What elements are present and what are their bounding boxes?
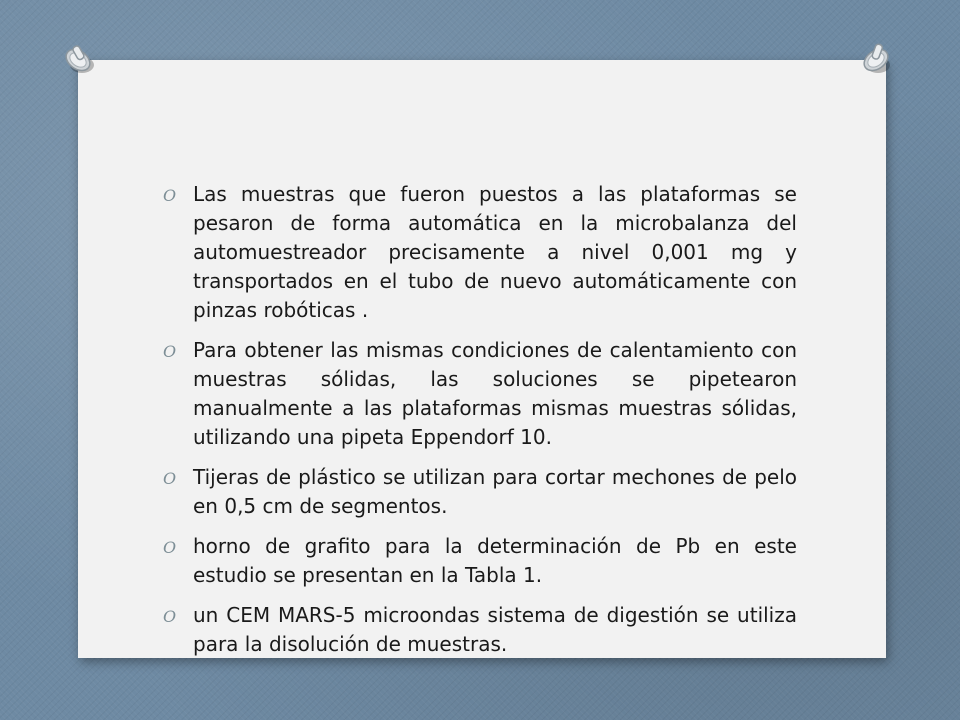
bullet-list xyxy=(163,180,797,659)
bullet-marker: O xyxy=(163,186,177,205)
bullet-marker: O xyxy=(163,342,177,361)
bullet-marker: O xyxy=(163,469,177,488)
bullet-item xyxy=(163,180,797,325)
bullet-item xyxy=(163,601,797,659)
bullet-marker: O xyxy=(163,538,177,557)
pushpin-icon xyxy=(60,40,100,80)
bullet-item xyxy=(163,463,797,521)
bullet-text: Las muestras que fueron puestos a las plataformas se pesaron de forma automática en la microbalanza del automuestreador precisamente a nivel 0,001 mg y transportados en el tubo de nuevo automáticamente con pinzas robóticas . xyxy=(193,182,797,322)
bullet-item xyxy=(163,336,797,452)
bullet-text: Para obtener las mismas condiciones de calentamiento con muestras sólidas, las soluciones se pipetearon manualmente a las plataformas mismas muestras sólidas, utilizando una pipeta Eppendorf 10. xyxy=(193,338,797,449)
bullet-text: Tijeras de plástico se utilizan para cortar mechones de pelo en 0,5 cm de segmentos. xyxy=(193,465,797,518)
bullet-text: un CEM MARS-5 microondas sistema de digestión se utiliza para la disolución de muestras. xyxy=(193,603,797,656)
bullet-text: horno de grafito para la determinación de Pb en este estudio se presentan en la Tabla 1. xyxy=(193,534,797,587)
bullet-item xyxy=(163,532,797,590)
bullet-marker: O xyxy=(163,607,177,626)
pushpin-icon xyxy=(856,38,896,78)
